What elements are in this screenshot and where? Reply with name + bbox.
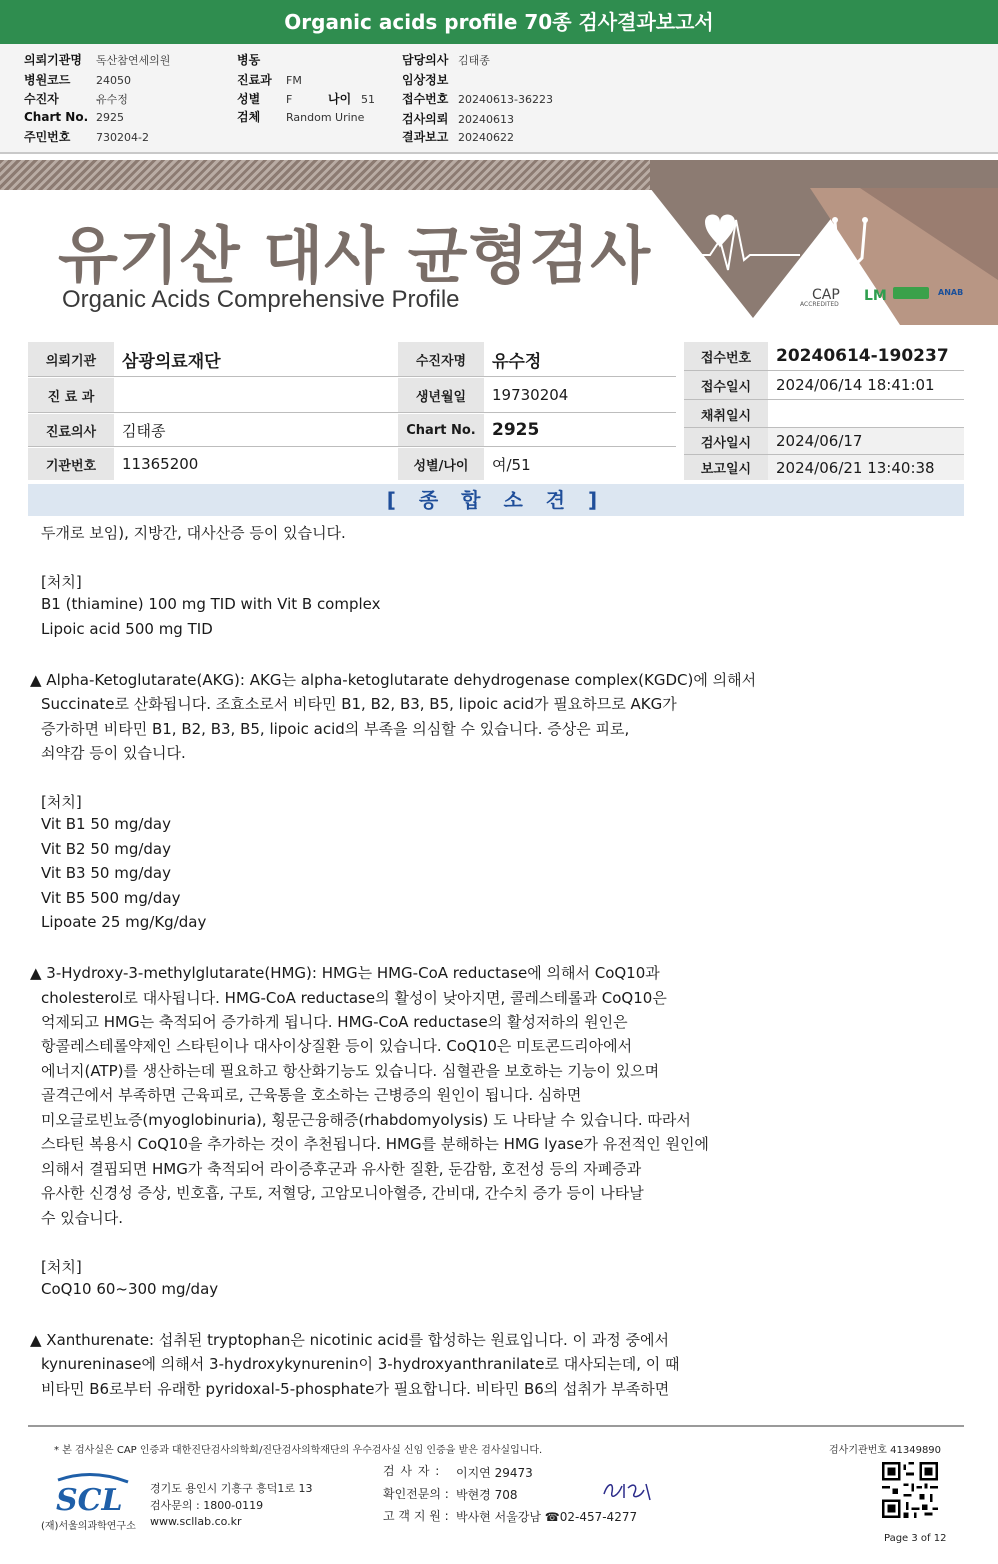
summary-line: ▲ 3-Hydroxy-3-methylglutarate(HMG): HMG는 HMG-CoA reductase에 의해서 CoQ10과: [30, 964, 660, 983]
report-date-label: 보고일시: [684, 455, 768, 480]
top-clinical: 임상정보: [402, 73, 449, 87]
top-info-panel: [0, 44, 998, 154]
summary-line: Lipoic acid 500 mg TID: [41, 619, 213, 638]
top-chart-no: Chart No. 2925: [24, 110, 124, 124]
scl-logo-text: SCL: [56, 1483, 123, 1516]
tester-label: 검 사 자 :: [383, 1464, 441, 1478]
summary-line: 수 있습니다.: [41, 1208, 123, 1227]
dept-value: [114, 378, 398, 412]
specialist-value: 박현경 708: [456, 1488, 518, 1502]
collect-label: 채취일시: [684, 400, 768, 428]
summary-line: ▲ Xanthurenate: 섭취된 tryptophan은 nicotinic acid를 합성하는 원료입니다. 이 과정 중에서: [30, 1330, 670, 1349]
footer-lab-code: 검사기관번호 41349890: [829, 1445, 942, 1456]
chart-label: Chart No.: [398, 414, 484, 446]
top-doctor: 담당의사 김태종: [402, 53, 490, 67]
qr-code-icon: [882, 1462, 938, 1518]
summary-line: 스타틴 복용시 CoQ10을 추가하는 것이 추천됩니다. HMG를 분해하는 HMG lyase가 유전적인 원인에: [41, 1135, 709, 1154]
footer-certification-note: * 본 검사실은 CAP 인증과 대한진단검사의학회/진단검사의학재단의 우수검사실 신임 인증을 받은 검사실입니다.: [54, 1445, 543, 1456]
test-date-value: 2024/06/17: [768, 428, 964, 454]
report-title-english: Organic Acids Comprehensive Profile: [62, 286, 460, 313]
anab-logo-text: ANAB: [938, 288, 964, 297]
top-patient: 수진자 유수정: [24, 92, 128, 106]
summary-line: 억제되고 HMG는 축적되어 증가하게 됩니다. HMG-CoA reductase의 활성저하의 원인은: [41, 1013, 628, 1031]
support-label: 고 객 지 원 :: [383, 1509, 449, 1523]
top-receipt-no: 접수번호 20240613-36223: [402, 92, 553, 106]
collect-value: [768, 400, 964, 428]
kolas-logo: [893, 287, 929, 299]
top-dept: 진료과 FM: [237, 73, 302, 87]
signature-image: [600, 1476, 654, 1504]
receipt-date-label: 접수일시: [684, 371, 768, 399]
summary-line: Succinate로 산화됩니다. 조효소로서 비타민 B1, B2, B3, B5, lipoic acid가 필요하므로 AKG가: [41, 695, 677, 714]
summary-line: 유사한 신경성 증상, 빈호흡, 구토, 저혈당, 고암모니아혈증, 간비대, 간수치 증가 등이 나타날: [41, 1184, 644, 1203]
top-age: 나이 51: [328, 92, 375, 106]
receipt-no-label: 접수번호: [684, 342, 768, 370]
receipt-date-value: 2024/06/14 18:41:01: [776, 376, 935, 394]
top-request-date: 검사의뢰 20240613: [402, 112, 514, 126]
patient-label: 수진자명: [398, 342, 484, 376]
footer-divider: [28, 1425, 964, 1427]
tester-value: 이지연 29473: [456, 1466, 533, 1480]
top-specimen: 검체 Random Urine: [237, 110, 365, 124]
summary-line: Lipoate 25 mg/Kg/day: [41, 913, 207, 932]
top-sex: 성별 F: [237, 92, 293, 106]
dept-label: 진 료 과: [28, 378, 114, 412]
summary-line: CoQ10 60~300 mg/day: [41, 1279, 219, 1298]
doctor-label: 진료의사: [28, 414, 114, 446]
patient-value: 유수정: [484, 342, 676, 376]
summary-line: 미오글로빈뇨증(myoglobinuria), 횡문근융해증(rhabdomyolysis) 도 나타날 수 있습니다. 따라서: [41, 1110, 691, 1129]
footer-website[interactable]: www.scllab.co.kr: [150, 1515, 242, 1528]
specialist-label: 확인전문의 :: [383, 1487, 449, 1501]
summary-line: B1 (thiamine) 100 mg TID with Vit B complex: [41, 595, 381, 614]
org-label: 의뢰기관: [28, 342, 114, 376]
org-value: 삼광의료재단: [114, 342, 398, 376]
summary-line: Vit B1 50 mg/day: [41, 815, 171, 834]
summary-line: 비타민 B6로부터 유래한 pyridoxal-5-phosphate가 필요합니다. 비타민 B6의 섭취가 부족하면: [41, 1379, 670, 1398]
header-stripe: [0, 160, 670, 190]
top-ward: 병동: [237, 53, 261, 67]
cap-accredited-text: ACCREDITED: [800, 301, 839, 308]
birth-label: 생년월일: [398, 378, 484, 412]
sexage-value: 여/51: [484, 448, 676, 480]
inst-label: 기관번호: [28, 448, 114, 480]
summary-line: ▲ Alpha-Ketoglutarate(AKG): AKG는 alpha-ketoglutarate dehydrogenase complex(KGDC)에 의해서: [30, 670, 757, 689]
summary-line: [처치]: [41, 572, 82, 591]
top-resident-no: 주민번호 730204-2: [24, 130, 149, 144]
summary-line: 증가하면 비타민 B1, B2, B3, B5, lipoic acid의 부족을 의심할 수 있습니다. 증상은 피로,: [41, 719, 630, 738]
summary-line: kynureninase에 의해서 3-hydroxykynurenin이 3-hydroxyanthranilate로 대사되는데, 이 때: [41, 1355, 680, 1374]
top-hospital-code: 병원코드 24050: [24, 73, 131, 87]
report-banner-title: Organic acids profile 70종 검사결과보고서: [0, 0, 998, 44]
summary-line: 의해서 결핍되면 HMG가 축적되어 라이증후군과 유사한 질환, 둔감함, 호전성 등의 자폐증과: [41, 1159, 642, 1178]
chart-value: 2925: [484, 414, 676, 446]
summary-line: 에너지(ATP)를 생산하는데 필요하고 항산화기능도 있습니다. 심혈관을 보호하는 기능이 있으며: [41, 1061, 660, 1080]
summary-line: 항콜레스테롤약제인 스타틴이나 대사이상질환 등이 있습니다. CoQ10은 미토콘드리아에서: [41, 1037, 633, 1056]
footer-phone: 검사문의 : 1800-0119: [150, 1499, 264, 1512]
top-report-date: 결과보고 20240622: [402, 130, 514, 144]
scl-logo: [52, 1472, 132, 1516]
doctor-value: 김태종: [114, 414, 398, 446]
summary-line: Vit B5 500 mg/day: [41, 888, 181, 907]
footer-address: 경기도 용인시 기흥구 흥덕1로 13: [150, 1482, 313, 1495]
summary-line: 골격근에서 부족하면 근육피로, 근육통을 호소하는 근병증의 원인이 됩니다. 심하면: [41, 1086, 582, 1105]
summary-line: 두개로 보임), 지방간, 대사산증 등이 있습니다.: [41, 524, 346, 542]
footer-org-name: (재)서울의과학연구소: [41, 1521, 136, 1532]
sexage-label: 성별/나이: [398, 448, 484, 480]
page-number: Page 3 of 12: [884, 1533, 947, 1544]
summary-line: [처치]: [41, 792, 82, 811]
birth-value: 19730204: [484, 378, 676, 412]
report-title-korean: 유기산 대사 균형검사: [58, 219, 652, 292]
support-value: 박사현 서울강남 ☎02-457-4277: [456, 1510, 638, 1524]
summary-line: 쇠약감 등이 있습니다.: [41, 744, 186, 763]
report-date-value: 2024/06/21 13:40:38: [768, 455, 964, 480]
summary-title: [ 종 합 소 견 ]: [28, 484, 964, 516]
inst-value: 11365200: [114, 448, 398, 480]
lm-logo-text: LM: [864, 288, 887, 304]
cap-logo-text: CAP: [812, 287, 840, 303]
receipt-no-value: 20240614-190237: [776, 346, 949, 366]
summary-line: Vit B2 50 mg/day: [41, 839, 171, 858]
test-date-label: 검사일시: [684, 428, 768, 454]
summary-line: [처치]: [41, 1257, 82, 1276]
top-org: 의뢰기관명 독산참연세의원: [24, 53, 171, 67]
summary-line: Vit B3 50 mg/day: [41, 864, 171, 883]
summary-line: cholesterol로 대사됩니다. HMG-CoA reductase의 활성이 낮아지면, 콜레스테롤과 CoQ10은: [41, 988, 667, 1007]
patient-info-table: [28, 342, 964, 480]
